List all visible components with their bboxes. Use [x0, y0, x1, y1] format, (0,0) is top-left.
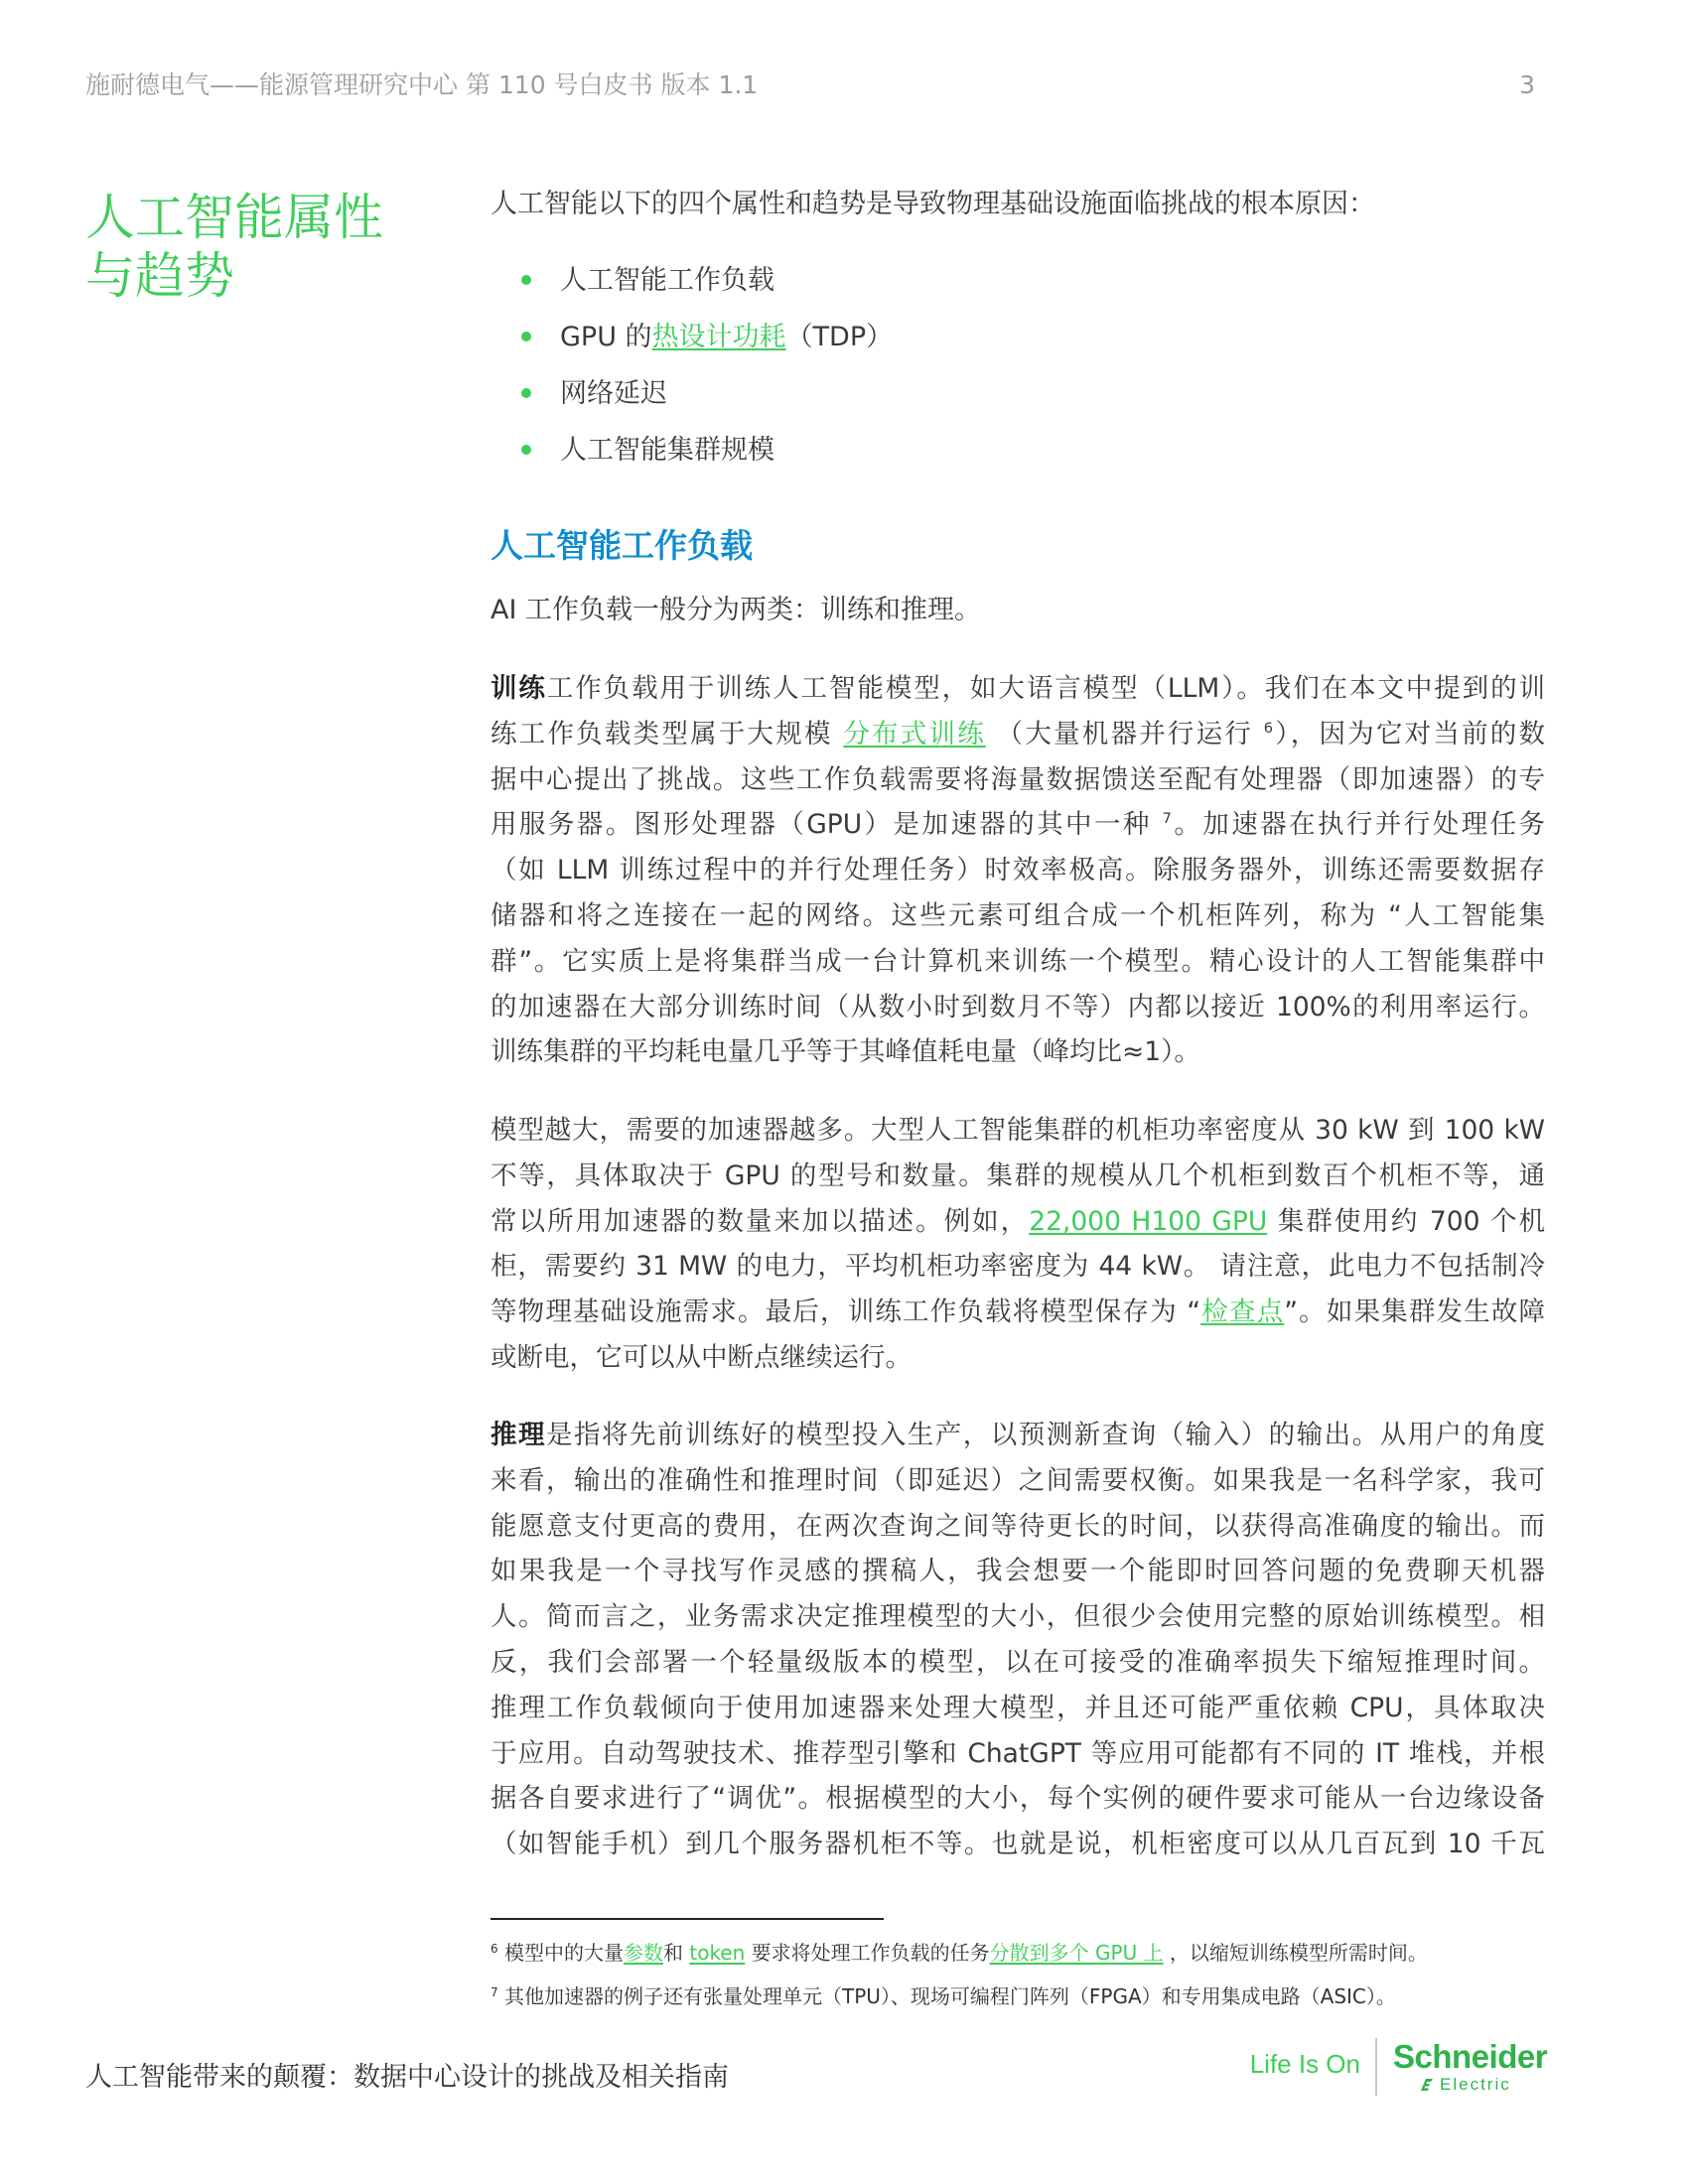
- footnote-reference: 7: [1162, 810, 1172, 828]
- electric-mark-icon: [1418, 2076, 1436, 2094]
- inline-link[interactable]: token: [689, 1941, 746, 1965]
- paragraph-line: 反，我们会部署一个轻量级版本的模型，以在可接受的准确率损失下缩短推理时间。: [491, 1646, 1545, 1678]
- paragraph-line: 群”。它实质上是将集群当成一台计算机来训练一个模型。精心设计的人工智能集群中: [491, 945, 1545, 977]
- paragraph-line: 常以所用加速器的数量来加以描述。例如，22,000 H100 GPU 集群使用约 700 个机: [491, 1205, 1546, 1237]
- paragraph-line: 推理是指将先前训练好的模型投入生产，以预测新查询（输入）的输出。从用户的角度: [491, 1420, 1546, 1450]
- paragraph-line: 推理工作负载倾向于使用加速器来处理大模型，并且还可能严重依赖 CPU，具体取决: [491, 1692, 1545, 1723]
- bullet-dot-icon: [521, 388, 531, 398]
- paragraph-line: 能愿意支付更高的费用，在两次查询之间等待更长的时间，以获得高准确度的输出。而: [491, 1510, 1545, 1542]
- attribute-list-item: [491, 252, 893, 309]
- inline-link[interactable]: 22,000 H100 GPU: [1029, 1205, 1268, 1237]
- section-title-line: 人工智能属性: [85, 189, 383, 246]
- attribute-list-label: 人工智能工作负载: [560, 265, 774, 296]
- bold-term: 推理: [491, 1420, 546, 1450]
- paragraph-line: 或断电，它可以从中断点继续运行。: [491, 1341, 912, 1373]
- footnote-divider: [491, 1918, 884, 1920]
- paragraph-model-scale: [491, 1108, 1545, 1381]
- inline-link[interactable]: 分布式训练: [843, 718, 986, 750]
- paragraph-line: 柜，需要约 31 MW 的电力，平均机柜功率密度为 44 kW。 请注意，此电力不包括制冷: [491, 1251, 1545, 1283]
- paragraph-training: [491, 666, 1545, 1075]
- life-is-on-tagline: Life Is On: [1249, 2049, 1360, 2079]
- paragraph-inference: [491, 1413, 1545, 1867]
- inline-link[interactable]: 热设计功耗: [651, 322, 786, 352]
- paragraph-line: 的加速器在大部分训练时间（从数小时到数月不等）内都以接近 100%的利用率运行。: [491, 991, 1545, 1023]
- attribute-list: [491, 252, 893, 478]
- paragraph-line: 据各自要求进行了“调优”。根据模型的大小，每个实例的硬件要求可能从一台边缘设备: [491, 1783, 1545, 1815]
- paragraph-line: 人。简而言之，业务需求决定推理模型的大小，但很少会使用完整的原始训练模型。相: [491, 1601, 1545, 1633]
- paragraph-line: 用服务器。图形处理器（GPU）是加速器的其中一种 $^7$。加速器在执行并行处理任务: [491, 809, 1545, 841]
- paragraph-line: 据中心提出了挑战。这些工作负载需要将海量数据馈送至配有处理器（即加速器）的专: [491, 763, 1545, 795]
- inline-link[interactable]: 参数: [624, 1941, 663, 1965]
- footer-document-title: 人工智能带来的颠覆：数据中心设计的挑战及相关指南: [85, 2062, 729, 2093]
- paragraph-line: 模型越大，需要的加速器越多。大型人工智能集群的机柜功率密度从 30 kW 到 100 kW: [491, 1115, 1545, 1146]
- paragraph-line: 来看，输出的准确性和推理时间（即延迟）之间需要权衡。如果我是一名科学家，我可: [491, 1464, 1545, 1496]
- intro-text: 人工智能以下的四个属性和趋势是导致物理基础设施面临挑战的根本原因：: [491, 189, 1375, 219]
- logo-divider: [1375, 2038, 1377, 2096]
- section-title: [85, 189, 383, 306]
- bullet-dot-icon: [521, 332, 531, 341]
- subsection-heading: 人工智能工作负载: [491, 526, 753, 565]
- bold-term: 训练: [491, 673, 547, 704]
- attribute-list-item: [491, 422, 893, 478]
- paragraph-line: 如果我是一个寻找写作灵感的撰稿人，我会想要一个能即时回答问题的免费聊天机器: [491, 1556, 1545, 1587]
- inline-link[interactable]: 分散到多个 GPU 上: [989, 1941, 1164, 1965]
- paragraph-line: 于应用。自动驾驶技术、推荐型引擎和 ChatGPT 等应用可能都有不同的 IT 堆栈，并根: [491, 1737, 1545, 1769]
- paragraph-line: 练工作负载类型属于大规模 分布式训练 （大量机器并行运行 $^6$），因为它对当前的数: [491, 718, 1546, 750]
- footnote-reference: 6: [1263, 719, 1274, 737]
- paragraph-line: 不等，具体取决于 GPU 的型号和数量。集群的规模从几个机柜到数百个机柜不等，通: [491, 1160, 1545, 1191]
- paragraph-line: 等物理基础设施需求。最后，训练工作负载将模型保存为 “检查点”。如果集群发生故障: [491, 1297, 1546, 1328]
- paragraph-line: （如智能手机）到几个服务器机柜不等。也就是说，机柜密度可以从几百瓦到 10 千瓦: [491, 1829, 1545, 1860]
- footnote-reference: 6: [491, 1941, 498, 1956]
- schneider-brand-name: Schneider: [1393, 2038, 1548, 2075]
- paragraph-line: 训练集群的平均耗电量几乎等于其峰值耗电量（峰均比≈1）。: [491, 1036, 1200, 1068]
- page-number: 3: [1519, 70, 1535, 99]
- inline-link[interactable]: 检查点: [1200, 1297, 1285, 1328]
- attribute-list-label: GPU 的热设计功耗（TDP）: [560, 322, 894, 352]
- electric-brand-sub-label: Electric: [1440, 2075, 1511, 2094]
- footnote-reference: 7: [491, 1984, 498, 1999]
- bullet-dot-icon: [521, 275, 531, 285]
- attribute-list-label: 人工智能集群规模: [560, 435, 774, 466]
- paragraph-line: 训练工作负载用于训练人工智能模型，如大语言模型（LLM）。我们在本文中提到的训: [491, 673, 1545, 704]
- attribute-list-item: [491, 309, 893, 365]
- paragraph-line: 储器和将之连接在一起的网络。这些元素可组合成一个机柜阵列，称为 “人工智能集: [491, 899, 1545, 931]
- footnote-6: $^6$ 模型中的大量参数和 token 要求将处理工作负载的任务分散到多个 GPU 上 ，以缩短训练模型所需时间。: [491, 1941, 1428, 1965]
- attribute-list-item: [491, 365, 893, 422]
- section-title-line: 与趋势: [85, 247, 234, 305]
- bullet-dot-icon: [521, 445, 531, 455]
- footnote-7: $^7$ 其他加速器的例子还有张量处理单元（TPU）、现场可编程门阵列（FPGA）和专用集成电路（ASIC）。: [491, 1984, 1396, 2008]
- lead-text: AI 工作负载一般分为两类：训练和推理。: [491, 595, 982, 625]
- attribute-list-label: 网络延迟: [560, 378, 667, 409]
- paragraph-line: （如 LLM 训练过程中的并行处理任务）时效率极高。除服务器外，训练还需要数据存: [491, 855, 1545, 887]
- running-header-title: 施耐德电气——能源管理研究中心 第 110 号白皮书 版本 1.1: [85, 70, 759, 99]
- electric-brand-sub: [1418, 2075, 1511, 2095]
